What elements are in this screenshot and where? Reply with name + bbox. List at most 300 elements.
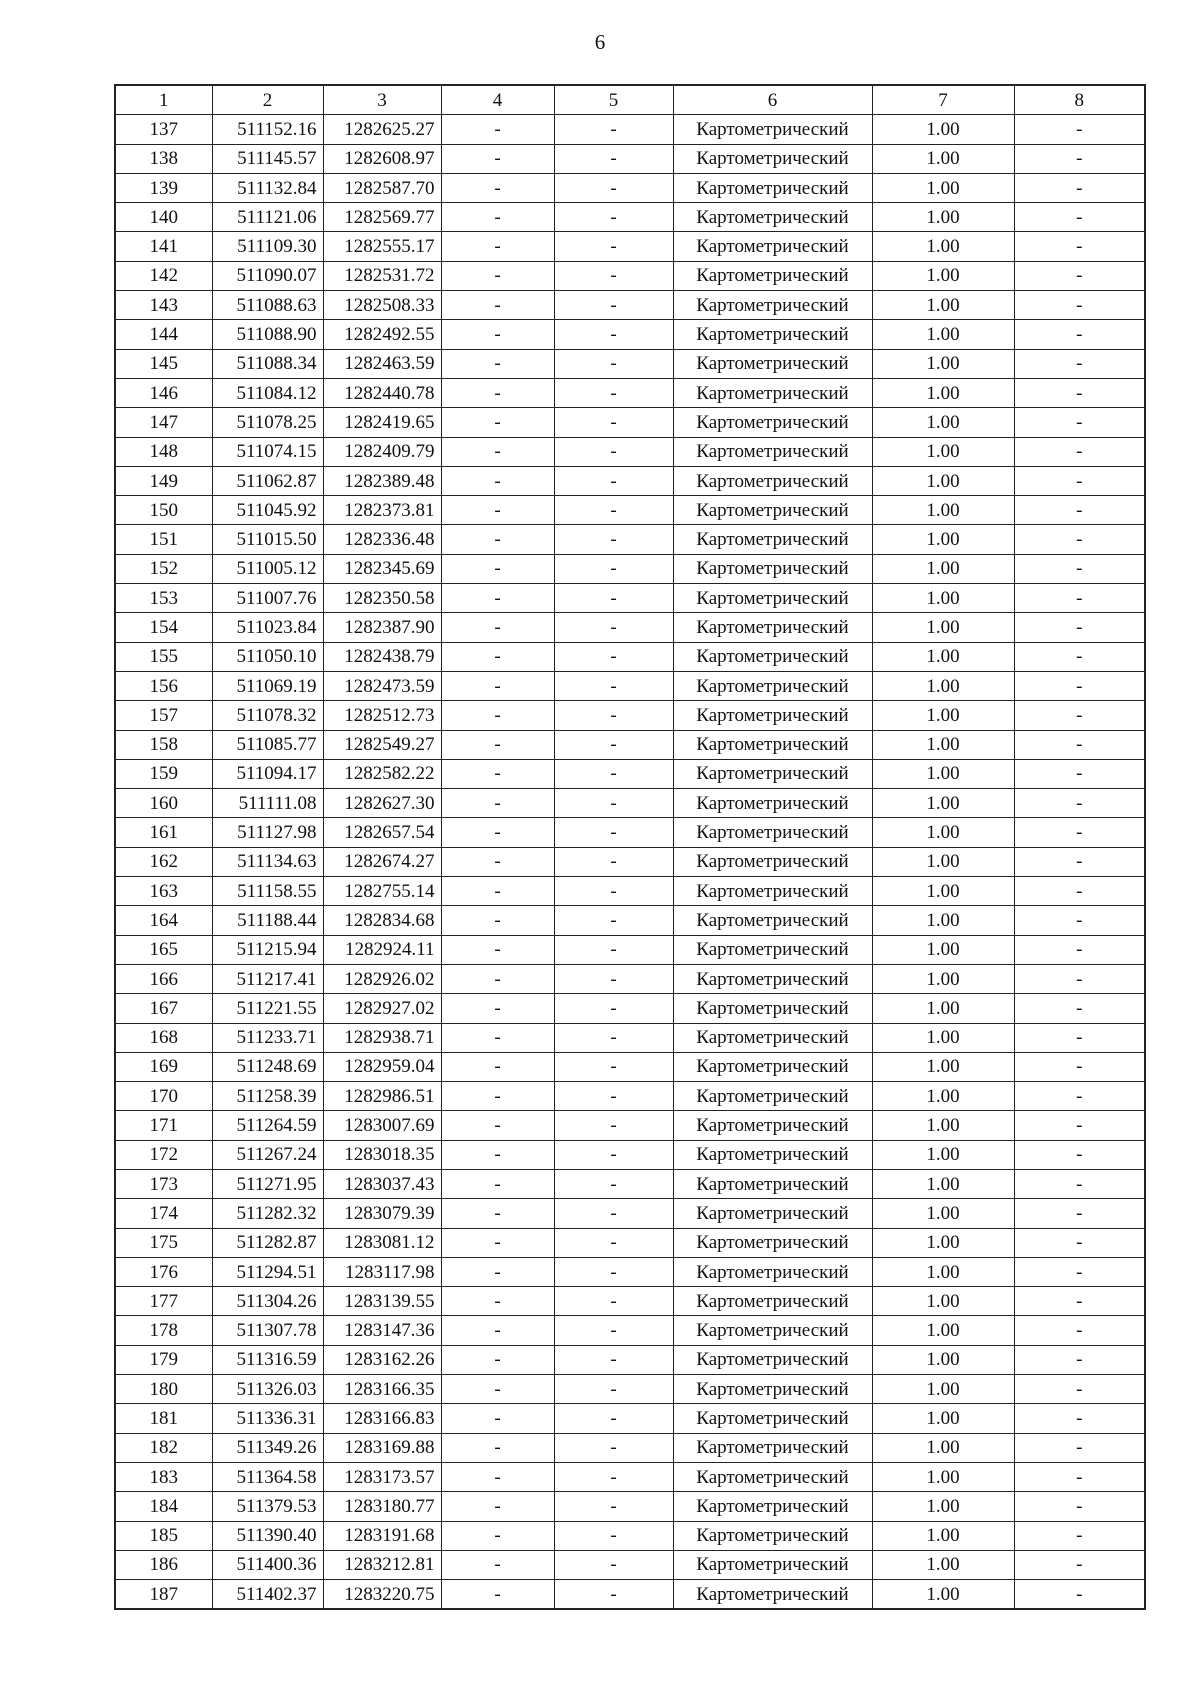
accuracy-cell: 1.00	[872, 525, 1014, 554]
col4-cell: -	[441, 1492, 554, 1521]
accuracy-cell: 1.00	[872, 144, 1014, 173]
point-number-cell: 172	[115, 1140, 212, 1169]
col5-cell: -	[554, 730, 673, 759]
col5-cell: -	[554, 1316, 673, 1345]
point-number-cell: 143	[115, 291, 212, 320]
col5-cell: -	[554, 496, 673, 525]
method-cell: Картометрический	[673, 378, 872, 407]
col5-cell: -	[554, 1433, 673, 1462]
col5-cell: -	[554, 1521, 673, 1550]
table-row	[115, 1580, 1145, 1610]
page-number: 6	[594, 30, 606, 54]
point-number-cell: 184	[115, 1492, 212, 1521]
point-number-cell: 139	[115, 173, 212, 202]
method-cell: Картометрический	[673, 466, 872, 495]
method-cell: Картометрический	[673, 584, 872, 613]
method-cell: Картометрический	[673, 203, 872, 232]
point-number-cell: 138	[115, 144, 212, 173]
y-coordinate-cell: 1283220.75	[323, 1580, 441, 1610]
accuracy-cell: 1.00	[872, 320, 1014, 349]
col5-cell: -	[554, 1550, 673, 1579]
table-body	[115, 85, 1145, 1609]
col4-cell: -	[441, 613, 554, 642]
table-row	[115, 466, 1145, 495]
accuracy-cell: 1.00	[872, 232, 1014, 261]
col8-cell: -	[1014, 1316, 1145, 1345]
y-coordinate-cell: 1282986.51	[323, 1082, 441, 1111]
y-coordinate-cell: 1282409.79	[323, 437, 441, 466]
col5-cell: -	[554, 144, 673, 173]
col4-cell: -	[441, 144, 554, 173]
col8-cell: -	[1014, 232, 1145, 261]
col8-cell: -	[1014, 994, 1145, 1023]
x-coordinate-cell: 511015.50	[212, 525, 323, 554]
y-coordinate-cell: 1282549.27	[323, 730, 441, 759]
method-cell: Картометрический	[673, 613, 872, 642]
method-cell: Картометрический	[673, 701, 872, 730]
col8-cell: -	[1014, 466, 1145, 495]
x-coordinate-cell: 511134.63	[212, 847, 323, 876]
method-cell: Картометрический	[673, 1140, 872, 1169]
col5-cell: -	[554, 906, 673, 935]
col5-cell: -	[554, 115, 673, 144]
col4-cell: -	[441, 496, 554, 525]
table-row	[115, 203, 1145, 232]
col5-cell: -	[554, 613, 673, 642]
x-coordinate-cell: 511307.78	[212, 1316, 323, 1345]
y-coordinate-cell: 1282345.69	[323, 554, 441, 583]
y-coordinate-cell: 1282463.59	[323, 349, 441, 378]
accuracy-cell: 1.00	[872, 173, 1014, 202]
col5-cell: -	[554, 759, 673, 788]
y-coordinate-cell: 1282587.70	[323, 173, 441, 202]
col8-cell: -	[1014, 906, 1145, 935]
accuracy-cell: 1.00	[872, 994, 1014, 1023]
y-coordinate-cell: 1282959.04	[323, 1052, 441, 1081]
y-coordinate-cell: 1283173.57	[323, 1462, 441, 1491]
x-coordinate-cell: 511217.41	[212, 964, 323, 993]
col4-cell: -	[441, 906, 554, 935]
col4-cell: -	[441, 1082, 554, 1111]
col5-cell: -	[554, 671, 673, 700]
point-number-cell: 163	[115, 877, 212, 906]
accuracy-cell: 1.00	[872, 1228, 1014, 1257]
col4-cell: -	[441, 1257, 554, 1286]
col8-cell: -	[1014, 525, 1145, 554]
col5-cell: -	[554, 1462, 673, 1491]
col8-cell: -	[1014, 1462, 1145, 1491]
col5-cell: -	[554, 1492, 673, 1521]
x-coordinate-cell: 511050.10	[212, 642, 323, 671]
col5-cell: -	[554, 261, 673, 290]
col4-cell: -	[441, 818, 554, 847]
point-number-cell: 166	[115, 964, 212, 993]
x-coordinate-cell: 511127.98	[212, 818, 323, 847]
y-coordinate-cell: 1283117.98	[323, 1257, 441, 1286]
accuracy-cell: 1.00	[872, 613, 1014, 642]
point-number-cell: 169	[115, 1052, 212, 1081]
point-number-cell: 182	[115, 1433, 212, 1462]
col4-cell: -	[441, 261, 554, 290]
col5-cell: -	[554, 173, 673, 202]
col4-cell: -	[441, 1521, 554, 1550]
x-coordinate-cell: 511267.24	[212, 1140, 323, 1169]
y-coordinate-cell: 1282473.59	[323, 671, 441, 700]
y-coordinate-cell: 1283018.35	[323, 1140, 441, 1169]
col8-cell: -	[1014, 291, 1145, 320]
method-cell: Картометрический	[673, 759, 872, 788]
col4-cell: -	[441, 759, 554, 788]
table-row	[115, 378, 1145, 407]
col8-cell: -	[1014, 1287, 1145, 1316]
point-number-cell: 146	[115, 378, 212, 407]
method-cell: Картометрический	[673, 906, 872, 935]
col5-cell: -	[554, 584, 673, 613]
x-coordinate-cell: 511007.76	[212, 584, 323, 613]
x-coordinate-cell: 511188.44	[212, 906, 323, 935]
table-row	[115, 1550, 1145, 1579]
y-coordinate-cell: 1283037.43	[323, 1169, 441, 1198]
method-cell: Картометрический	[673, 1580, 872, 1610]
col5-cell: -	[554, 994, 673, 1023]
x-coordinate-cell: 511090.07	[212, 261, 323, 290]
column-header: 6	[673, 85, 872, 115]
col8-cell: -	[1014, 349, 1145, 378]
point-number-cell: 140	[115, 203, 212, 232]
accuracy-cell: 1.00	[872, 789, 1014, 818]
y-coordinate-cell: 1282389.48	[323, 466, 441, 495]
accuracy-cell: 1.00	[872, 554, 1014, 583]
col4-cell: -	[441, 1023, 554, 1052]
col5-cell: -	[554, 1580, 673, 1610]
x-coordinate-cell: 511233.71	[212, 1023, 323, 1052]
table-row	[115, 935, 1145, 964]
x-coordinate-cell: 511215.94	[212, 935, 323, 964]
y-coordinate-cell: 1282531.72	[323, 261, 441, 290]
col8-cell: -	[1014, 877, 1145, 906]
point-number-cell: 157	[115, 701, 212, 730]
point-number-cell: 174	[115, 1199, 212, 1228]
x-coordinate-cell: 511023.84	[212, 613, 323, 642]
col5-cell: -	[554, 1404, 673, 1433]
coordinates-table	[114, 84, 1146, 1610]
col4-cell: -	[441, 1199, 554, 1228]
col5-cell: -	[554, 1169, 673, 1198]
table-row	[115, 173, 1145, 202]
accuracy-cell: 1.00	[872, 261, 1014, 290]
method-cell: Картометрический	[673, 525, 872, 554]
col5-cell: -	[554, 877, 673, 906]
x-coordinate-cell: 511248.69	[212, 1052, 323, 1081]
point-number-cell: 165	[115, 935, 212, 964]
method-cell: Картометрический	[673, 1433, 872, 1462]
y-coordinate-cell: 1282625.27	[323, 115, 441, 144]
table-row	[115, 144, 1145, 173]
col8-cell: -	[1014, 1228, 1145, 1257]
table-row	[115, 613, 1145, 642]
col4-cell: -	[441, 1375, 554, 1404]
method-cell: Картометрический	[673, 1228, 872, 1257]
table-row	[115, 1404, 1145, 1433]
y-coordinate-cell: 1283191.68	[323, 1521, 441, 1550]
col8-cell: -	[1014, 1257, 1145, 1286]
method-cell: Картометрический	[673, 349, 872, 378]
x-coordinate-cell: 511088.34	[212, 349, 323, 378]
accuracy-cell: 1.00	[872, 935, 1014, 964]
col8-cell: -	[1014, 173, 1145, 202]
col5-cell: -	[554, 818, 673, 847]
col5-cell: -	[554, 349, 673, 378]
point-number-cell: 149	[115, 466, 212, 495]
col8-cell: -	[1014, 1052, 1145, 1081]
method-cell: Картометрический	[673, 408, 872, 437]
point-number-cell: 161	[115, 818, 212, 847]
col8-cell: -	[1014, 1521, 1145, 1550]
method-cell: Картометрический	[673, 496, 872, 525]
table-row	[115, 115, 1145, 144]
x-coordinate-cell: 511074.15	[212, 437, 323, 466]
col5-cell: -	[554, 437, 673, 466]
point-number-cell: 151	[115, 525, 212, 554]
col8-cell: -	[1014, 584, 1145, 613]
col5-cell: -	[554, 701, 673, 730]
table-row	[115, 994, 1145, 1023]
col4-cell: -	[441, 1316, 554, 1345]
table-row	[115, 261, 1145, 290]
col5-cell: -	[554, 525, 673, 554]
col5-cell: -	[554, 1082, 673, 1111]
x-coordinate-cell: 511088.63	[212, 291, 323, 320]
col4-cell: -	[441, 1052, 554, 1081]
col8-cell: -	[1014, 1199, 1145, 1228]
point-number-cell: 162	[115, 847, 212, 876]
col8-cell: -	[1014, 496, 1145, 525]
col5-cell: -	[554, 642, 673, 671]
col8-cell: -	[1014, 1082, 1145, 1111]
table-row	[115, 1140, 1145, 1169]
method-cell: Картометрический	[673, 730, 872, 759]
y-coordinate-cell: 1283139.55	[323, 1287, 441, 1316]
point-number-cell: 142	[115, 261, 212, 290]
method-cell: Картометрический	[673, 964, 872, 993]
table-row	[115, 1257, 1145, 1286]
accuracy-cell: 1.00	[872, 1404, 1014, 1433]
method-cell: Картометрический	[673, 232, 872, 261]
col8-cell: -	[1014, 759, 1145, 788]
method-cell: Картометрический	[673, 437, 872, 466]
point-number-cell: 170	[115, 1082, 212, 1111]
method-cell: Картометрический	[673, 1052, 872, 1081]
point-number-cell: 183	[115, 1462, 212, 1491]
col5-cell: -	[554, 1375, 673, 1404]
column-header: 2	[212, 85, 323, 115]
col5-cell: -	[554, 320, 673, 349]
y-coordinate-cell: 1283166.35	[323, 1375, 441, 1404]
col4-cell: -	[441, 1287, 554, 1316]
accuracy-cell: 1.00	[872, 1140, 1014, 1169]
method-cell: Картометрический	[673, 1316, 872, 1345]
col4-cell: -	[441, 994, 554, 1023]
accuracy-cell: 1.00	[872, 759, 1014, 788]
point-number-cell: 173	[115, 1169, 212, 1198]
point-number-cell: 155	[115, 642, 212, 671]
col4-cell: -	[441, 173, 554, 202]
table-row	[115, 1492, 1145, 1521]
table-row	[115, 847, 1145, 876]
col4-cell: -	[441, 378, 554, 407]
accuracy-cell: 1.00	[872, 1433, 1014, 1462]
table-row	[115, 1287, 1145, 1316]
table-row	[115, 1375, 1145, 1404]
col4-cell: -	[441, 1462, 554, 1491]
col4-cell: -	[441, 525, 554, 554]
accuracy-cell: 1.00	[872, 1521, 1014, 1550]
column-header: 7	[872, 85, 1014, 115]
point-number-cell: 147	[115, 408, 212, 437]
method-cell: Картометрический	[673, 671, 872, 700]
table-row	[115, 1433, 1145, 1462]
table-row	[115, 320, 1145, 349]
col8-cell: -	[1014, 1433, 1145, 1462]
accuracy-cell: 1.00	[872, 1345, 1014, 1374]
y-coordinate-cell: 1282927.02	[323, 994, 441, 1023]
table-row	[115, 232, 1145, 261]
y-coordinate-cell: 1283166.83	[323, 1404, 441, 1433]
method-cell: Картометрический	[673, 1023, 872, 1052]
table-row	[115, 291, 1145, 320]
point-number-cell: 176	[115, 1257, 212, 1286]
col4-cell: -	[441, 847, 554, 876]
col4-cell: -	[441, 232, 554, 261]
col4-cell: -	[441, 964, 554, 993]
accuracy-cell: 1.00	[872, 1082, 1014, 1111]
col4-cell: -	[441, 789, 554, 818]
y-coordinate-cell: 1282755.14	[323, 877, 441, 906]
col4-cell: -	[441, 1228, 554, 1257]
col4-cell: -	[441, 437, 554, 466]
col4-cell: -	[441, 320, 554, 349]
method-cell: Картометрический	[673, 847, 872, 876]
method-cell: Картометрический	[673, 877, 872, 906]
point-number-cell: 178	[115, 1316, 212, 1345]
col4-cell: -	[441, 642, 554, 671]
point-number-cell: 175	[115, 1228, 212, 1257]
x-coordinate-cell: 511282.87	[212, 1228, 323, 1257]
x-coordinate-cell: 511402.37	[212, 1580, 323, 1610]
accuracy-cell: 1.00	[872, 671, 1014, 700]
method-cell: Картометрический	[673, 1404, 872, 1433]
x-coordinate-cell: 511062.87	[212, 466, 323, 495]
col8-cell: -	[1014, 1140, 1145, 1169]
y-coordinate-cell: 1282350.58	[323, 584, 441, 613]
col4-cell: -	[441, 730, 554, 759]
point-number-cell: 164	[115, 906, 212, 935]
col8-cell: -	[1014, 115, 1145, 144]
method-cell: Картометрический	[673, 1462, 872, 1491]
x-coordinate-cell: 511316.59	[212, 1345, 323, 1374]
point-number-cell: 137	[115, 115, 212, 144]
accuracy-cell: 1.00	[872, 906, 1014, 935]
col8-cell: -	[1014, 1345, 1145, 1374]
col8-cell: -	[1014, 1492, 1145, 1521]
col8-cell: -	[1014, 1023, 1145, 1052]
point-number-cell: 181	[115, 1404, 212, 1433]
col5-cell: -	[554, 1287, 673, 1316]
col5-cell: -	[554, 232, 673, 261]
method-cell: Картометрический	[673, 1550, 872, 1579]
col8-cell: -	[1014, 261, 1145, 290]
col8-cell: -	[1014, 964, 1145, 993]
y-coordinate-cell: 1283212.81	[323, 1550, 441, 1579]
col8-cell: -	[1014, 144, 1145, 173]
col5-cell: -	[554, 1111, 673, 1140]
method-cell: Картометрический	[673, 935, 872, 964]
col5-cell: -	[554, 1199, 673, 1228]
accuracy-cell: 1.00	[872, 1316, 1014, 1345]
y-coordinate-cell: 1282582.22	[323, 759, 441, 788]
col4-cell: -	[441, 554, 554, 583]
point-number-cell: 148	[115, 437, 212, 466]
accuracy-cell: 1.00	[872, 1257, 1014, 1286]
x-coordinate-cell: 511326.03	[212, 1375, 323, 1404]
col5-cell: -	[554, 1257, 673, 1286]
x-coordinate-cell: 511282.32	[212, 1199, 323, 1228]
point-number-cell: 186	[115, 1550, 212, 1579]
col5-cell: -	[554, 291, 673, 320]
col5-cell: -	[554, 964, 673, 993]
accuracy-cell: 1.00	[872, 730, 1014, 759]
method-cell: Картометрический	[673, 994, 872, 1023]
table-row	[115, 1169, 1145, 1198]
y-coordinate-cell: 1283079.39	[323, 1199, 441, 1228]
column-header: 5	[554, 85, 673, 115]
accuracy-cell: 1.00	[872, 1023, 1014, 1052]
y-coordinate-cell: 1282373.81	[323, 496, 441, 525]
accuracy-cell: 1.00	[872, 1111, 1014, 1140]
accuracy-cell: 1.00	[872, 349, 1014, 378]
y-coordinate-cell: 1283169.88	[323, 1433, 441, 1462]
table-row	[115, 554, 1145, 583]
col5-cell: -	[554, 1345, 673, 1374]
method-cell: Картометрический	[673, 1111, 872, 1140]
table-row	[115, 818, 1145, 847]
accuracy-cell: 1.00	[872, 877, 1014, 906]
accuracy-cell: 1.00	[872, 584, 1014, 613]
col4-cell: -	[441, 584, 554, 613]
x-coordinate-cell: 511078.25	[212, 408, 323, 437]
point-number-cell: 159	[115, 759, 212, 788]
col8-cell: -	[1014, 613, 1145, 642]
table-row	[115, 730, 1145, 759]
point-number-cell: 150	[115, 496, 212, 525]
col5-cell: -	[554, 203, 673, 232]
y-coordinate-cell: 1282834.68	[323, 906, 441, 935]
table-row	[115, 1316, 1145, 1345]
table-row	[115, 701, 1145, 730]
x-coordinate-cell: 511271.95	[212, 1169, 323, 1198]
x-coordinate-cell: 511132.84	[212, 173, 323, 202]
column-header: 8	[1014, 85, 1145, 115]
table-row	[115, 789, 1145, 818]
accuracy-cell: 1.00	[872, 115, 1014, 144]
col4-cell: -	[441, 1433, 554, 1462]
table-row	[115, 1228, 1145, 1257]
col8-cell: -	[1014, 203, 1145, 232]
accuracy-cell: 1.00	[872, 1580, 1014, 1610]
table-row	[115, 642, 1145, 671]
method-cell: Картометрический	[673, 1375, 872, 1404]
x-coordinate-cell: 511304.26	[212, 1287, 323, 1316]
